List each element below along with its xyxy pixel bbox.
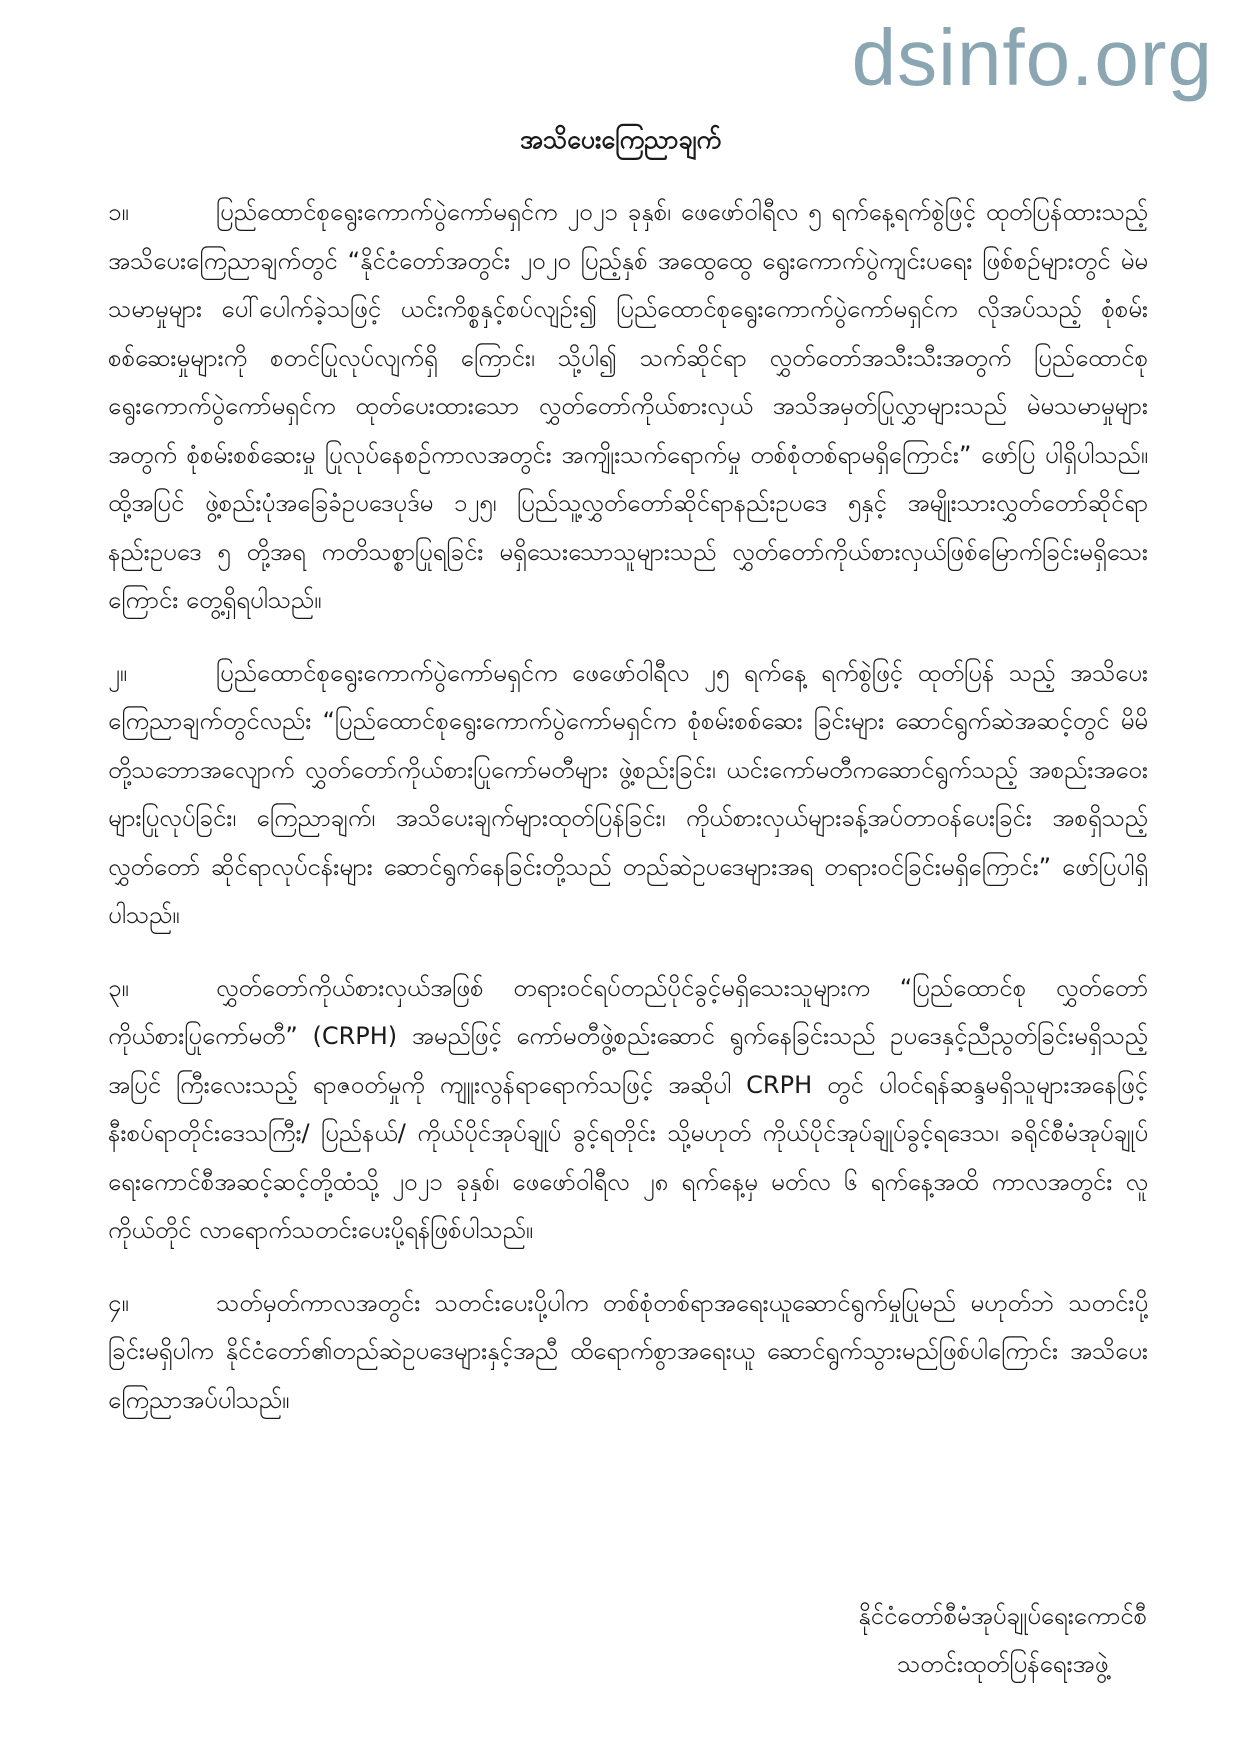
paragraph-number: ၂။ bbox=[108, 658, 128, 687]
signature-issuer: နိုင်ငံတော်စီမံအုပ်ချုပ်ရေးကောင်စီ bbox=[858, 1602, 1147, 1630]
paragraph-number: ၄။ bbox=[108, 1288, 129, 1317]
document-body bbox=[108, 188, 1148, 1448]
paragraph-number: ၃။ bbox=[108, 973, 129, 1002]
watermark-logo: dsinfo.org bbox=[851, 13, 1213, 102]
paragraph-number: ၁။ bbox=[108, 198, 129, 226]
signature-block bbox=[858, 1592, 1147, 1688]
paragraph-2 bbox=[108, 649, 1148, 940]
page-title: အသိပေးကြေညာချက် bbox=[520, 125, 721, 154]
paragraph-1 bbox=[108, 188, 1148, 625]
paragraph-text: လွှတ်တော်ကိုယ်စားလှယ်အဖြစ် တရားဝင်ရပ်တည်ပိုင်ခွင့်မရှိသေးသူများက “ပြည်ထောင်စု လွှတ်တော်ကိုယ်စားပြုကော်မတီ” (CRPH) အမည်ဖြင့် ကော်မတီဖွဲ့စည်းဆောင် ရွက်နေခြင်းသည် ဥပဒေနှင့်ညီညွတ်ခြင်းမရှိသည့်အပြင် ကြီးလေးသည့် ရာဇဝတ်မှုကို ကျူးလွန်ရာရောက်သဖြင့် အဆိုပါ CRPH တွင် ပါဝင်ရန်ဆန္ဒမရှိသူများအနေဖြင့် နီးစပ်ရာတိုင်းဒေသကြီး/ ပြည်နယ်/ ကိုယ်ပိုင်အုပ်ချုပ် ခွင့်ရတိုင်း သို့မဟုတ် ကိုယ်ပိုင်အုပ်ချုပ်ခွင့်ရဒေသ၊ ခရိုင်စီမံအုပ်ချုပ်ရေးကောင်စီအဆင့်ဆင့်တို့ထံသို့ ၂၀၂၁ ခုနှစ်၊ ဖေဖော်ဝါရီလ ၂၈ ရက်နေ့မှ မတ်လ ၆ ရက်နေ့အထိ ကာလအတွင်း လူကိုယ်တိုင် လာရောက်သတင်းပေးပို့ရန်ဖြစ်ပါသည်။ bbox=[108, 973, 1148, 1244]
signature-department: သတင်းထုတ်ပြန်ရေးအဖွဲ့ bbox=[896, 1650, 1109, 1678]
paragraph-text: သတ်မှတ်ကာလအတွင်း သတင်းပေးပို့ပါက တစ်စုံတစ်ရာအရေးယူဆောင်ရွက်မှုပြုမည် မဟုတ်ဘဲ သတင်းပို့ခြင်းမရှိပါက နိုင်ငံတော်၏တည်ဆဲဥပဒေများနှင့်အညီ ထိရောက်စွာအရေးယူ ဆောင်ရွက်သွားမည်ဖြစ်ပါကြောင်း အသိပေးကြေညာအပ်ပါသည်။ bbox=[108, 1288, 1148, 1414]
paragraph-text: ပြည်ထောင်စုရွေးကောက်ပွဲကော်မရှင်က ၂၀၂၁ ခုနှစ်၊ ဖေဖော်ဝါရီလ ၅ ရက်နေ့ရက်စွဲဖြင့် ထုတ်ပြန်ထားသည့် အသိပေးကြေညာချက်တွင် “နိုင်ငံတော်အတွင်း ၂၀၂၀ ပြည့်နှစ် အထွေထွေ ရွေးကောက်ပွဲကျင်းပရေး ဖြစ်စဉ်များတွင် မဲမသမာမှုများ ပေါ်ပေါက်ခဲ့သဖြင့် ယင်းကိစ္စနှင့်စပ်လျဉ်း၍ ပြည်ထောင်စုရွေးကောက်ပွဲကော်မရှင်က လိုအပ်သည့် စုံစမ်းစစ်ဆေးမှုများကို စတင်ပြုလုပ်လျက်ရှိ ကြောင်း၊ သို့ပါ၍ သက်ဆိုင်ရာ လွှတ်တော်အသီးသီးအတွက် ပြည်ထောင်စုရွေးကောက်ပွဲကော်မရှင်က ထုတ်ပေးထားသော လွှတ်တော်ကိုယ်စားလှယ် အသိအမှတ်ပြုလွှာများသည် မဲမသမာမှုများအတွက် စုံစမ်းစစ်ဆေးမှု ပြုလုပ်နေစဉ်ကာလအတွင်း အကျိုးသက်ရောက်မှု တစ်စုံတစ်ရာမရှိကြောင်း” ဖော်ပြ ပါရှိပါသည်။ ထို့အပြင် ဖွဲ့စည်းပုံအခြေခံဥပဒေပုဒ်မ ၁၂၅၊ ပြည်သူ့လွှတ်တော်ဆိုင်ရာနည်းဥပဒေ ၅နှင့် အမျိုးသားလွှတ်တော်ဆိုင်ရာနည်းဥပဒေ ၅ တို့အရ ကတိသစ္စာပြုရခြင်း မရှိသေးသောသူများသည် လွှတ်တော်ကိုယ်စားလှယ်ဖြစ်မြောက်ခြင်းမရှိသေးကြောင်း တွေ့ရှိရပါသည်။ bbox=[108, 198, 1148, 614]
paragraph-4 bbox=[108, 1279, 1148, 1425]
paragraph-text: ပြည်ထောင်စုရွေးကောက်ပွဲကော်မရှင်က ဖေဖော်ဝါရီလ ၂၅ ရက်နေ့ ရက်စွဲဖြင့် ထုတ်ပြန် သည့် အသိပေးကြေညာချက်တွင်လည်း “ပြည်ထောင်စုရွေးကောက်ပွဲကော်မရှင်က စုံစမ်းစစ်ဆေး ခြင်းများ ဆောင်ရွက်ဆဲအဆင့်တွင် မိမိတို့သဘောအလျောက် လွှတ်တော်ကိုယ်စားပြုကော်မတီများ ဖွဲ့စည်းခြင်း၊ ယင်းကော်မတီကဆောင်ရွက်သည့် အစည်းအဝေးများပြုလုပ်ခြင်း၊ ကြေညာချက်၊ အသိပေးချက်များထုတ်ပြန်ခြင်း၊ ကိုယ်စားလှယ်များခန့်အပ်တာဝန်ပေးခြင်း အစရှိသည့် လွှတ်တော် ဆိုင်ရာလုပ်ငန်းများ ဆောင်ရွက်နေခြင်းတို့သည် တည်ဆဲဥပဒေများအရ တရားဝင်ခြင်းမရှိကြောင်း” ဖော်ပြပါရှိပါသည်။ bbox=[108, 658, 1148, 929]
paragraph-3 bbox=[108, 964, 1148, 1255]
